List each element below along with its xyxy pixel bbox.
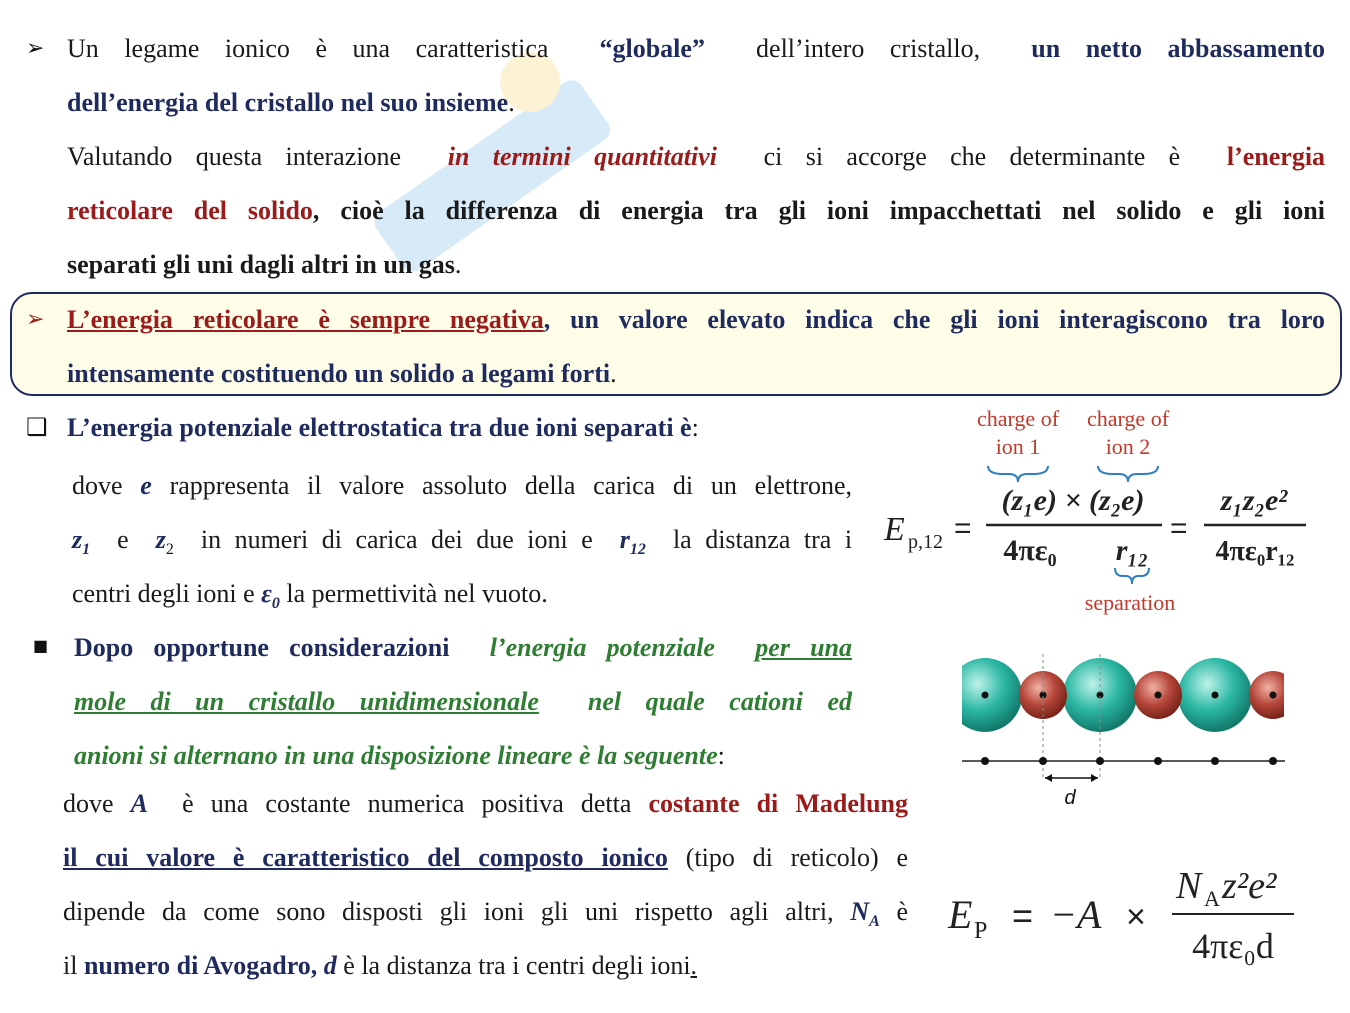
arrow-bullet-icon: ➢: [26, 307, 45, 332]
fraction1-numerator: (z₁e) × (z₂e): [1001, 484, 1145, 517]
madelung-line2: il cui valore è caratteristico del composto ionico (tipo di reticolo) e: [63, 843, 909, 872]
madelung-line3: dipende da come sono disposti gli ioni gli uni rispetto agli altri, $N_A$ è: [63, 897, 908, 931]
bullet3-line3: anioni si alternano in una disposizione lineare è la seguente:: [74, 741, 725, 770]
charge-ion2-label-a: charge of: [1086, 406, 1170, 431]
bullet1-line4: reticolare del solido, cioè la differenza di energia tra gli ioni impacchettati nel solido e gli ioni: [67, 196, 1325, 225]
minus-A: −A: [1050, 892, 1102, 937]
equals-sign-1: =: [954, 512, 972, 545]
fraction1-denominator-b: r₁₂: [1115, 534, 1149, 567]
ionic-chain-figure: [955, 650, 1295, 815]
bullet1-line3: Valutando questa interazione in termini quantitativi ci si accorge che determinante è l’energia: [67, 142, 1326, 171]
numerator-N: N: [1176, 865, 1202, 907]
section-para-line1: dove e rappresenta il valore assoluto della carica di un elettrone,: [72, 471, 853, 500]
bullet1-line1: Un legame ionico è una caratteristica “globale” dell’intero cristallo, un netto abbassamento: [67, 34, 1326, 63]
numerator-rest: z²e²: [1222, 865, 1277, 907]
fraction1-denominator-a: 4πε₀: [1003, 534, 1057, 567]
charge-ion1-label-a: charge of: [976, 406, 1060, 431]
bullet3-line1: Dopo opportune considerazioni l’energia potenziale per una: [74, 633, 853, 662]
brace-ion2: [1098, 466, 1158, 482]
coulomb-energy-formula: [870, 400, 1320, 620]
arrow-bullet-icon: ➢: [26, 36, 45, 61]
bullet1-line2: dell’energia del cristallo nel suo insieme.: [67, 88, 515, 117]
madelung-energy-formula: [940, 850, 1310, 980]
fraction2-numerator: z₁z₂e²: [1220, 484, 1288, 517]
bullet3-line2: mole di un cristallo unidimensionale nel quale cationi ed: [74, 687, 852, 716]
equals-sign-2: =: [1170, 512, 1188, 545]
lhs-symbol: E: [948, 892, 973, 937]
bullet2-line1: L’energia reticolare è sempre negativa, un valore elevato indica che gli ioni interagiscono tra loro: [67, 305, 1326, 334]
fraction2-denominator: 4πε₀r₁₂: [1215, 536, 1295, 567]
square-bullet-icon: ■: [33, 636, 49, 655]
separation-label: separation: [1084, 590, 1176, 615]
numerator-sub: A: [1204, 886, 1220, 911]
bullet1-line5: separati gli uni dagli altri in un gas.: [67, 250, 462, 279]
equals-sign: =: [1012, 895, 1034, 936]
bullet2-line2: intensamente costituendo un solido a legami forti.: [67, 359, 617, 388]
denominator: 4πε₀d: [1192, 926, 1274, 966]
section-heading: L’energia potenziale elettrostatica tra due ioni separati è:: [67, 413, 699, 442]
madelung-line1: dove A è una costante numerica positiva detta costante di Madelung: [63, 789, 909, 818]
times-sign: ×: [1126, 898, 1146, 936]
lhs-subscript: p,12: [908, 531, 943, 553]
charge-ion2-label-b: ion 2: [1105, 434, 1151, 459]
charge-ion1-label-b: ion 1: [995, 434, 1041, 459]
section-para-line3: centri degli ioni e $\varepsilon_0$ la permettività nel vuoto.: [72, 579, 548, 613]
checkbox-bullet-icon: ❑: [26, 413, 48, 441]
madelung-line4: il numero di Avogadro, d è la distanza tra i centri degli ioni.: [63, 951, 698, 980]
distance-label: d: [1064, 787, 1076, 809]
section-para-line2: $z_1$ e $z_2$ in numeri di carica dei due ioni e $r_{12}$ la distanza tra i: [72, 525, 853, 559]
lhs-subscript: P: [974, 918, 988, 944]
brace-separation: [1115, 568, 1149, 584]
lhs-symbol: E: [884, 511, 905, 548]
brace-ion1: [988, 466, 1048, 482]
